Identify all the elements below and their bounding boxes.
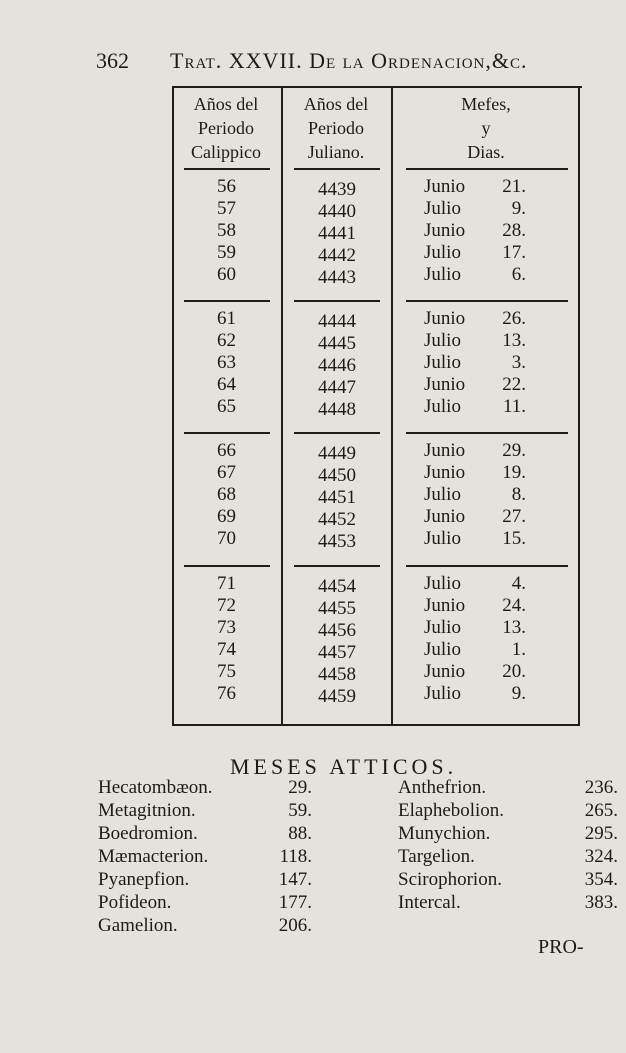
- group-rule: [406, 432, 568, 434]
- attic-month-days: 147.: [278, 869, 312, 890]
- month-name: Julio: [424, 484, 461, 505]
- attic-month-name: Anthefrion.: [398, 777, 487, 798]
- julian-year: 4440: [318, 201, 356, 222]
- month-name: Julio: [424, 528, 461, 549]
- calippic-year: 63: [217, 352, 236, 373]
- attic-month-days: 265.: [584, 800, 618, 821]
- attic-month-name: Intercal.: [398, 892, 461, 913]
- calippic-year: 69: [217, 506, 236, 527]
- group-rule: [406, 300, 568, 302]
- calippic-year: 73: [217, 617, 236, 638]
- header-months-days: [394, 92, 578, 164]
- page-header: [96, 44, 586, 78]
- attic-month-name: Boedromion.: [98, 823, 198, 844]
- julian-year: 4442: [318, 245, 356, 266]
- attic-month-name: Scirophorion.: [398, 869, 502, 890]
- group-rule: [406, 168, 568, 170]
- day-number: 11.: [502, 396, 526, 417]
- calippic-year: 59: [217, 242, 236, 263]
- table-bottom-rule: [172, 724, 580, 726]
- calippic-year: 56: [217, 176, 236, 197]
- month-name: Junio: [424, 440, 466, 461]
- julian-year: 4446: [318, 355, 356, 376]
- header-line: y: [481, 118, 491, 138]
- day-number: 24.: [502, 595, 526, 616]
- header-line: Años del: [193, 94, 259, 114]
- month-name: Junio: [424, 462, 466, 483]
- group-rule: [184, 432, 270, 434]
- calippic-year: 57: [217, 198, 236, 219]
- attic-month-name: Munychion.: [398, 823, 491, 844]
- month-name: Julio: [424, 198, 461, 219]
- julian-year: 4459: [318, 686, 356, 707]
- group-rule: [294, 168, 380, 170]
- group-rule: [184, 168, 270, 170]
- day-number: 1.: [511, 639, 526, 660]
- group-rule: [184, 300, 270, 302]
- day-number: 9.: [511, 683, 526, 704]
- month-name: Julio: [424, 639, 461, 660]
- julian-year: 4448: [318, 399, 356, 420]
- attic-month-days: 295.: [584, 823, 618, 844]
- month-name: Julio: [424, 352, 461, 373]
- header-line: Años del: [303, 94, 369, 114]
- header-line: Periodo: [198, 118, 254, 138]
- julian-year: 4449: [318, 443, 356, 464]
- attic-month-name: Targelion.: [398, 846, 475, 867]
- group-rule: [406, 565, 568, 567]
- attic-month-days: 236.: [584, 777, 618, 798]
- day-number: 22.: [502, 374, 526, 395]
- julian-year: 4455: [318, 598, 356, 619]
- month-name: Julio: [424, 396, 461, 417]
- month-name: Julio: [424, 573, 461, 594]
- attic-month-days: 324.: [584, 846, 618, 867]
- calippic-year: 62: [217, 330, 236, 351]
- julian-year: 4451: [318, 487, 356, 508]
- day-number: 15.: [502, 528, 526, 549]
- attic-month-name: Pyanepfion.: [98, 869, 190, 890]
- calendar-table: [172, 86, 582, 726]
- day-number: 4.: [511, 573, 526, 594]
- header-line: Dias.: [467, 142, 505, 162]
- attic-month-days: 354.: [584, 869, 618, 890]
- month-name: Junio: [424, 374, 466, 395]
- column-divider: [281, 86, 283, 726]
- calippic-year: 72: [217, 595, 236, 616]
- attic-month-days: 383.: [584, 892, 618, 913]
- julian-year: 4454: [318, 576, 356, 597]
- day-number: 27.: [502, 506, 526, 527]
- day-number: 26.: [502, 308, 526, 329]
- attic-month-days: 29.: [288, 777, 312, 798]
- day-number: 20.: [502, 661, 526, 682]
- julian-year: 4447: [318, 377, 356, 398]
- julian-year: 4457: [318, 642, 356, 663]
- calippic-year: 70: [217, 528, 236, 549]
- header-calippic: [172, 92, 280, 164]
- table-right-rule: [578, 86, 580, 726]
- month-name: Julio: [424, 330, 461, 351]
- calippic-year: 58: [217, 220, 236, 241]
- header-line: Juliano.: [307, 142, 365, 162]
- day-number: 21.: [502, 176, 526, 197]
- group-rule: [294, 565, 380, 567]
- calippic-year: 64: [217, 374, 236, 395]
- month-name: Julio: [424, 683, 461, 704]
- column-divider: [391, 86, 393, 726]
- calippic-year: 68: [217, 484, 236, 505]
- month-name: Julio: [424, 617, 461, 638]
- day-number: 6.: [511, 264, 526, 285]
- attic-month-name: Hecatombæon.: [98, 777, 213, 798]
- header-line: Mefes,: [461, 94, 511, 114]
- day-number: 3.: [511, 352, 526, 373]
- julian-year: 4444: [318, 311, 356, 332]
- page-number: 362: [96, 48, 129, 73]
- month-name: Junio: [424, 661, 466, 682]
- attic-months-title: MESES ATTICOS.: [230, 754, 458, 779]
- calippic-year: 71: [217, 573, 236, 594]
- attic-month-name: Gamelion.: [98, 915, 178, 936]
- julian-year: 4452: [318, 509, 356, 530]
- julian-year: 4441: [318, 223, 356, 244]
- day-number: 13.: [502, 617, 526, 638]
- month-name: Junio: [424, 595, 466, 616]
- header-line: Calippico: [191, 142, 261, 162]
- julian-year: 4439: [318, 179, 356, 200]
- group-rule: [294, 300, 380, 302]
- julian-year: 4458: [318, 664, 356, 685]
- header-line: Periodo: [308, 118, 364, 138]
- day-number: 19.: [502, 462, 526, 483]
- attic-month-days: 177.: [278, 892, 312, 913]
- catchword: PRO-: [538, 936, 584, 958]
- day-number: 9.: [511, 198, 526, 219]
- calippic-year: 74: [217, 639, 236, 660]
- attic-month-name: Mæmacterion.: [98, 846, 209, 867]
- month-name: Julio: [424, 264, 461, 285]
- month-name: Junio: [424, 506, 466, 527]
- day-number: 17.: [502, 242, 526, 263]
- table-top-rule: [172, 86, 582, 88]
- month-name: Julio: [424, 242, 461, 263]
- julian-year: 4450: [318, 465, 356, 486]
- calippic-year: 76: [217, 683, 236, 704]
- julian-year: 4456: [318, 620, 356, 641]
- calippic-year: 65: [217, 396, 236, 417]
- julian-year: 4445: [318, 333, 356, 354]
- running-title: Trat. XXVII. De la Ordenacion,&c.: [170, 48, 528, 73]
- day-number: 28.: [502, 220, 526, 241]
- calippic-year: 75: [217, 661, 236, 682]
- attic-month-name: Elaphebolion.: [398, 800, 505, 821]
- calippic-year: 61: [217, 308, 236, 329]
- julian-year: 4453: [318, 531, 356, 552]
- julian-year: 4443: [318, 267, 356, 288]
- month-name: Junio: [424, 220, 466, 241]
- calippic-year: 66: [217, 440, 236, 461]
- day-number: 8.: [511, 484, 526, 505]
- calippic-year: 67: [217, 462, 236, 483]
- day-number: 13.: [502, 330, 526, 351]
- attic-month-days: 206.: [278, 915, 312, 936]
- month-name: Junio: [424, 308, 466, 329]
- attic-month-days: 59.: [288, 800, 312, 821]
- header-julian: [282, 92, 390, 164]
- group-rule: [184, 565, 270, 567]
- day-number: 29.: [502, 440, 526, 461]
- attic-month-days: 118.: [279, 846, 312, 867]
- attic-month-name: Metagitnion.: [98, 800, 196, 821]
- calippic-year: 60: [217, 264, 236, 285]
- attic-month-days: 88.: [288, 823, 312, 844]
- month-name: Junio: [424, 176, 466, 197]
- attic-month-name: Pofideon.: [98, 892, 172, 913]
- group-rule: [294, 432, 380, 434]
